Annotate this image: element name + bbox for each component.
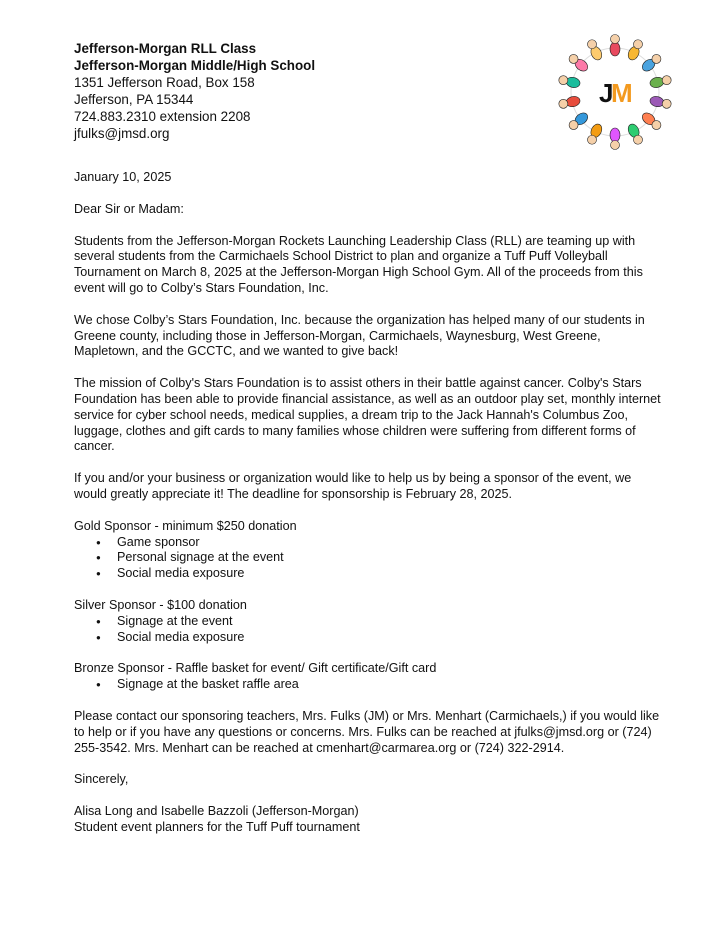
logo-letter-j: J <box>599 78 614 108</box>
letterhead <box>74 40 664 142</box>
letter-date: January 10, 2025 <box>74 170 172 184</box>
paragraph-request: If you and/or your business or organization would like to help us by being a sponsor of the event, we would greatly appreciate it! The deadline for sponsorship is February 28, 2025. <box>74 471 632 501</box>
paragraph-why: We chose Colby’s Stars Foundation, Inc. because the organization has helped many of our students in Greene county, including those in Jefferson-Morgan, Carmichaels, Waynesburg, West Greene, Mapletown, and the GCCTC, and we wanted to give back! <box>74 312 645 359</box>
list-item: ● Social media exposure <box>74 630 664 646</box>
sponsor-tier-title: Gold Sponsor - minimum $250 donation <box>74 518 297 533</box>
benefit-list <box>74 535 664 582</box>
address-line2: Jefferson, PA 15344 <box>74 92 194 107</box>
list-item: ● Signage at the basket raffle area <box>74 677 664 693</box>
phone-number: 724.883.2310 extension 2208 <box>74 109 251 124</box>
list-item: ● Social media exposure <box>74 566 664 582</box>
list-item: ● Personal signage at the event <box>74 550 664 566</box>
address-line1: 1351 Jefferson Road, Box 158 <box>74 75 255 90</box>
email-address: jfulks@jmsd.org <box>74 126 170 141</box>
list-item: ● Game sponsor <box>74 535 664 551</box>
signature-names: Alisa Long and Isabelle Bazzoli (Jefferson-Morgan) <box>74 804 359 819</box>
sponsor-tier-title: Silver Sponsor - $100 donation <box>74 597 247 612</box>
sponsor-tier-bronze <box>74 661 664 693</box>
org-name-line2: Jefferson-Morgan Middle/High School <box>74 58 316 73</box>
closing: Sincerely, <box>74 772 129 787</box>
org-name-line1: Jefferson-Morgan RLL Class <box>74 41 257 56</box>
sponsor-tier-gold <box>74 519 664 582</box>
list-item: ● Signage at the event <box>74 614 664 630</box>
logo-letter-m: M <box>611 78 633 108</box>
sponsor-tier-title: Bronze Sponsor - Raffle basket for event/ Gift certificate/Gift card <box>74 661 437 676</box>
sponsor-tier-silver <box>74 598 664 645</box>
benefit-list <box>74 614 664 646</box>
paragraph-mission: The mission of Colby's Stars Foundation is to assist others in their battle against cancer. Colby's Stars Foundation has been able to provide financial assistance, as well as an outdoor play set, monthly internet service for cyber school needs, medical supplies, a dream trip to the Jack Hannah's Columbus Zoo, luggage, clothes and gift cards to many families whose children were suffering from different forms of cancer. <box>74 376 661 454</box>
paragraph-intro: Students from the Jefferson-Morgan Rockets Launching Leadership Class (RLL) are teaming up with several students from the Carmichaels School District to plan and organize a Tuff Puff Volleyball Tournament on March 8, 2025 at the Jefferson-Morgan High School Gym. All of the proceeds from this event will go to Colby’s Stars Foundation, Inc. <box>74 233 643 295</box>
paragraph-contact: Please contact our sponsoring teachers, Mrs. Fulks (JM) or Mrs. Menhart (Carmichaels,) if you would like to help or if you have any questions or concerns. Mrs. Fulks can be reached at jfulks@jmsd.org or (724) 255-3542. Mrs. Menhart can be reached at cmenhart@carmarea.org or (724) 322-2914. <box>74 708 660 755</box>
benefit-list <box>74 677 664 693</box>
letter-body <box>74 40 664 836</box>
signature-role: Student event planners for the Tuff Puff tournament <box>74 819 360 834</box>
salutation: Dear Sir or Madam: <box>74 201 184 216</box>
